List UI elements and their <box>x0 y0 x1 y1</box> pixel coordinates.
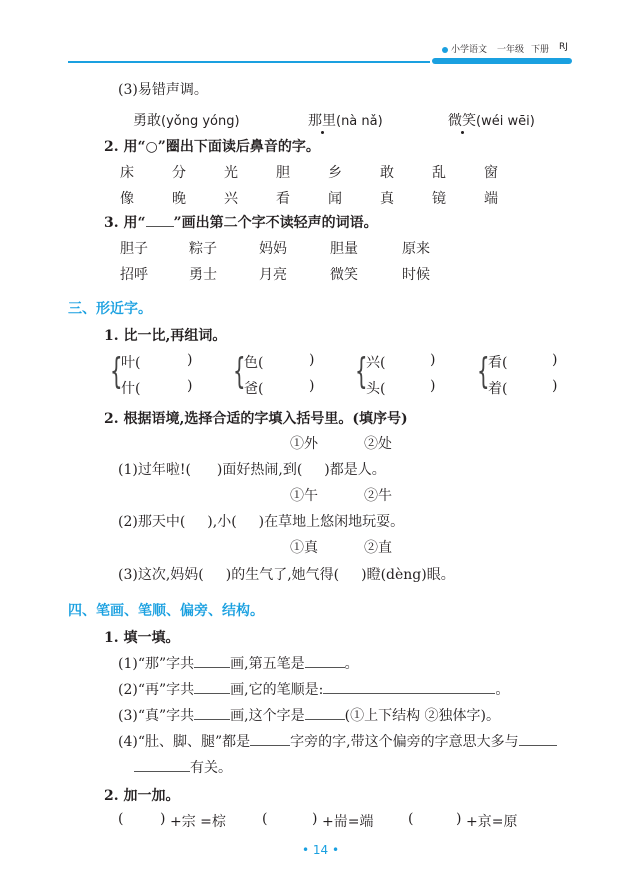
tone-items <box>0 110 638 130</box>
blank[interactable] <box>323 679 495 694</box>
char[interactable]: 敢 <box>380 165 394 181</box>
sentence-3: (3)这次,妈妈( )的生气了,她气得( )瞪(dèng)眼。 <box>118 567 455 583</box>
brace-icon: { <box>477 351 490 392</box>
section-title-3: 三、形近字。 <box>68 301 152 317</box>
p3-q2-title: 2. 根据语境,选择合适的字填入括号里。(填序号) <box>104 411 408 427</box>
word[interactable]: 招呼 <box>120 267 148 283</box>
fill-line-4: (4)“肚、脚、腿”都是 字旁的字,带这个偏旁的字意思大多与 <box>118 731 557 751</box>
char[interactable]: 胆 <box>276 165 290 181</box>
char[interactable]: 镜 <box>432 191 446 207</box>
brace-icon: { <box>355 351 368 392</box>
q2-row1 <box>0 162 638 182</box>
tone-item-2: 那里(nà nǎ) <box>308 113 383 129</box>
char[interactable]: 端 <box>484 191 498 207</box>
char[interactable]: 分 <box>172 165 186 181</box>
blank[interactable] <box>305 705 345 720</box>
word[interactable]: 妈妈 <box>259 241 287 257</box>
option: ②牛 <box>364 488 392 504</box>
char[interactable]: 像 <box>120 191 134 207</box>
word[interactable]: 原来 <box>402 241 430 257</box>
q3-row2 <box>0 264 638 284</box>
char[interactable]: 光 <box>224 165 238 181</box>
char[interactable]: 乡 <box>328 165 342 181</box>
option: ②处 <box>364 436 392 452</box>
sentence-1: (1)过年啦!( )面好热闹,到( )都是人。 <box>118 462 386 478</box>
header-series: 小学语文 <box>451 45 488 55</box>
tone-item-1: 勇敢(yǒng yóng) <box>133 113 240 129</box>
blank[interactable] <box>134 757 190 772</box>
char[interactable]: 晚 <box>172 191 186 207</box>
q3-title: 3. 用“ ”画出第二个字不读轻声的词语。 <box>104 212 378 232</box>
p4-q1-title: 1. 填一填。 <box>104 630 180 646</box>
char[interactable]: 床 <box>120 165 134 181</box>
fill-line-5: 有关。 <box>134 757 232 777</box>
option: ①午 <box>290 488 318 504</box>
char[interactable]: 闻 <box>328 191 342 207</box>
word[interactable]: 勇士 <box>189 267 217 283</box>
char[interactable]: 乱 <box>432 165 446 181</box>
blank[interactable] <box>194 679 230 694</box>
q3-row1 <box>0 238 638 258</box>
section-title-4: 四、笔画、笔顺、偏旁、结构。 <box>68 603 264 619</box>
sentence-2: (2)那天中( ),小( )在草地上悠闲地玩耍。 <box>118 514 405 530</box>
brace-icon: { <box>110 351 123 392</box>
blank[interactable] <box>250 731 290 746</box>
page-number: • 14 • <box>302 843 340 857</box>
fill-line-3: (3)“真”字共 画,这个字是 (①上下结构 ②独体字)。 <box>118 705 500 725</box>
blank[interactable] <box>305 653 345 668</box>
fill-line-2: (2)“再”字共 画,它的笔顺是: 。 <box>118 679 509 699</box>
word[interactable]: 粽子 <box>189 241 217 257</box>
blank[interactable] <box>519 731 557 746</box>
word[interactable]: 胆子 <box>120 241 148 257</box>
header-grade: 一年级 <box>497 45 525 55</box>
blank[interactable] <box>194 705 230 720</box>
header-dot <box>442 47 448 53</box>
q2-title: 2. 用“○”圈出下面读后鼻音的字。 <box>104 139 320 155</box>
p3-q1-title: 1. 比一比,再组词。 <box>104 328 227 344</box>
q2-row2 <box>0 188 638 208</box>
option: ②直 <box>364 540 392 556</box>
blank[interactable] <box>194 653 230 668</box>
header-bar <box>432 58 572 64</box>
char[interactable]: 看 <box>276 191 290 207</box>
add-items: ( ) +宗 =棕 ( ) +耑=端 ( ) +京=原 <box>118 811 518 830</box>
word[interactable]: 时候 <box>402 267 430 283</box>
header-edition: RJ <box>559 42 568 52</box>
header-volume: 下册 <box>531 45 550 55</box>
p4-q2-title: 2. 加一加。 <box>104 788 180 804</box>
char[interactable]: 真 <box>380 191 394 207</box>
tone-subtitle: (3)易错声调。 <box>118 82 208 98</box>
char[interactable]: 兴 <box>224 191 238 207</box>
header-line <box>68 61 430 63</box>
option: ①真 <box>290 540 318 556</box>
word[interactable]: 微笑 <box>330 267 358 283</box>
option: ①外 <box>290 436 318 452</box>
char[interactable]: 窗 <box>484 165 498 181</box>
tone-item-3: 微笑(wéi wēi) <box>448 113 535 129</box>
word[interactable]: 胆量 <box>330 241 358 257</box>
word[interactable]: 月亮 <box>259 267 287 283</box>
fill-line-1: (1)“那”字共 画,第五笔是 。 <box>118 653 359 673</box>
brace-icon: { <box>233 351 246 392</box>
